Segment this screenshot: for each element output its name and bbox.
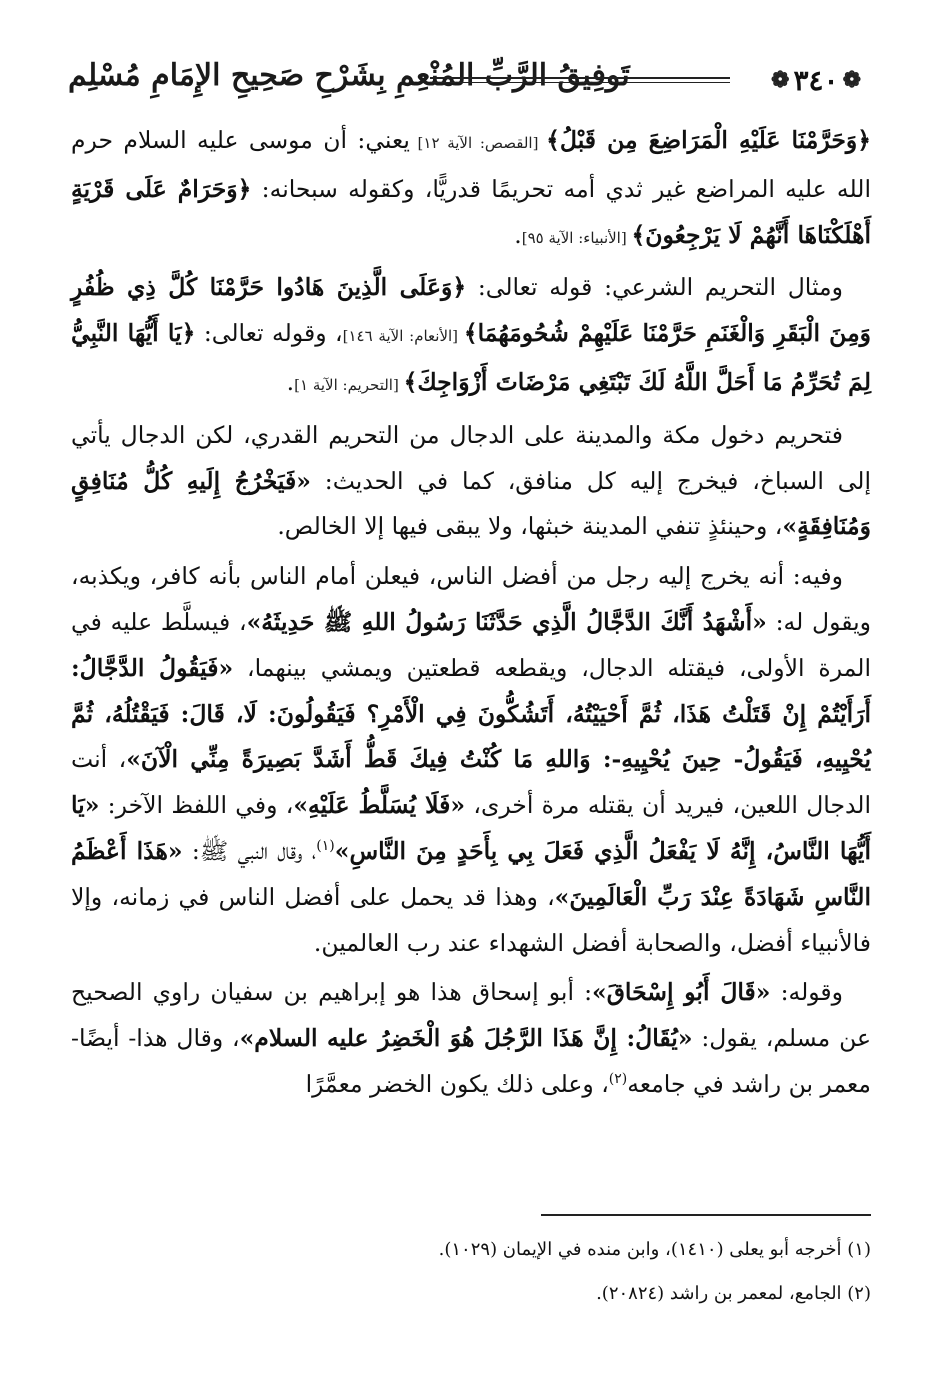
text-run: .: [286, 367, 295, 396]
text-run: .: [514, 220, 522, 249]
ornament-icon: ❁: [771, 67, 790, 93]
quran-verse: ﴿وَعَلَى الَّذِينَ هَادُوا حَرَّمْنَا كُلَّ ذِي ظُفُرٍ وَمِنَ الْبَقَرِ وَالْغَنَمِ حَرَّمْنَا عَلَيْهِمْ شُحُومَهُمَا﴾: [71, 273, 871, 348]
hadith-quote: «فَلَا يُسَلَّطُ عَلَيْهِ»: [293, 791, 466, 820]
quran-verse: ﴿يَا أَيُّهَا النَّبِيُّ لِمَ تُحَرِّمُ مَا أَحَلَّ اللَّهُ لَكَ تَبْتَغِي مَرْضَاتَ أَزْوَاجِكَ﴾: [71, 319, 871, 396]
footnote-2: (٢) الجامع، لمعمر بن راشد (٢٠٨٢٤).: [596, 1283, 871, 1304]
footnote-marker: (١): [316, 838, 335, 855]
text-run: فتحريم دخول مكة والمدينة على الدجال من التحريم القدري، لكن الدجال يأتي إلى السباخ، فيخرج إليه كل منافق، كما في الحديث:: [71, 420, 871, 495]
text-run: يعني: أن موسى عليه السلام حرم الله عليه المراضع غير ثدي أمه تحريمًا قدريًّا، وكقوله سبحانه:: [71, 126, 871, 203]
hadith-quote: «هَذَا أَعْظَمُ النَّاسِ شَهَادَةً عِنْدَ رَبِّ الْعَالَمِينَ»: [71, 836, 871, 911]
text-run: ، وهذا قد يحمل على أفضل الناس في زمانه، وإلا فالأنبياء أفضل، والصحابة أفضل الشهداء عند رب العالمين.: [71, 882, 871, 957]
paragraph: [71, 413, 871, 550]
footnote-separator: [541, 1214, 871, 1216]
text-run: ، وقوله تعالى:: [195, 319, 343, 348]
text-run: ومثال التحريم الشرعي: قوله تعالى:: [466, 273, 843, 302]
hadith-quote: «أَشْهَدُ أَنَّكَ الدَّجَّالُ الَّذِي حَدَّثَنَا رَسُولُ اللهِ ﷺ حَدِيثَهُ»: [246, 607, 767, 636]
page-number: ٣٤٠: [793, 63, 839, 97]
hadith-quote: «قَالَ أَبُو إِسْحَاقَ»: [592, 978, 771, 1007]
hadith-quote: «فَيَقُولُ الدَّجَّالُ: أَرَأَيْتُمْ إِنْ قَتَلْتُ هَذَا، ثُمَّ أَحْيَيْتُهُ، أَتَشُكُّونَ فِي الْأَمْرِ؟ فَيَقُولُونَ: لَا، قَالَ: فَيَقْتُلُهُ، ثُمَّ يُحْيِيهِ، فَيَقُولُ- حِينَ يُحْيِيهِ-: وَاللهِ مَا كُنْتُ فِيكَ قَطُّ أَشَدَّ بَصِيرَةً مِنِّي الْآنَ»: [71, 653, 871, 774]
text-run: ، وقال النبي ﷺ:: [182, 836, 317, 865]
main-text: [71, 118, 871, 1112]
footnote-marker: (٢): [608, 1071, 628, 1088]
hadith-quote: «يَا أَيُّهَا النَّاسُ، إِنَّهُ لَا يَفْعَلُ الَّذِي فَعَلَ بِي بِأَحَدٍ مِنَ النَّاسِ»: [71, 791, 871, 865]
text-run: ، فيسلَّط عليه في المرة الأولى، فيقتله الدجال، ويقطعه قطعتين ويمشي بينهما،: [71, 607, 871, 682]
text-run: ، وعلى ذلك يكون الخضر معمَّرًا: [305, 1069, 609, 1098]
paragraph: [71, 118, 871, 261]
page-header: [68, 52, 876, 108]
text-run: ، أنت الدجال اللعين، فيريد أن يقتله مرة أخرى،: [71, 745, 871, 820]
verse-reference: [التحريم: الآية ١]: [294, 375, 404, 394]
page-number-badge: [756, 58, 876, 102]
text-run: ، وفي اللفظ الآخر:: [99, 791, 294, 820]
paragraph: [71, 554, 871, 966]
text-run: ، وحينئذٍ تنفي المدينة خبثها، ولا يبقى فيها إلا الخالص.: [277, 512, 783, 541]
paragraph: [71, 970, 871, 1107]
text-run: وقوله:: [770, 978, 843, 1007]
hadith-quote: «يُقَالُ: إِنَّ هَذَا الرَّجُلَ هُوَ الْخَضِرُ عليه السلام»: [239, 1024, 693, 1053]
paragraph: [71, 265, 871, 408]
footnotes: [71, 1228, 871, 1316]
quran-verse: ﴿وَحَرَّمْنَا عَلَيْهِ الْمَرَاضِعَ مِن قَبْلُ﴾: [546, 126, 871, 154]
verse-reference: [الأنبياء: الآية ٩٥]: [521, 228, 632, 247]
verse-reference: [القصص: الآية ١٢]: [409, 134, 547, 152]
quran-verse: ﴿وَحَرَامٌ عَلَى قَرْيَةٍ أَهْلَكْنَاهَا أَنَّهُمْ لَا يَرْجِعُونَ﴾: [71, 174, 871, 249]
header-rule: [430, 77, 730, 83]
text-run: ، وقال هذا- أيضًا- معمر بن راشد في جامعه: [71, 1024, 871, 1098]
ornament-icon: ❁: [842, 67, 861, 93]
verse-reference: [الأنعام: الآية ١٤٦]: [342, 327, 464, 346]
text-run: : أبو إسحاق هذا هو إبراهيم بن سفيان راوي الصحيح عن مسلم، يقول:: [71, 978, 871, 1053]
footnote-1: (١) أخرجه أبو يعلى (١٤١٠)، وابن منده في الإيمان (١٠٢٩).: [438, 1239, 871, 1260]
text-run: وفيه: أنه يخرج إليه رجل من أفضل الناس، فيعلن أمام الناس بأنه كافر، ويكذبه، ويقول له:: [71, 562, 872, 636]
hadith-quote: «فَيَخْرُجُ إِلَيهِ كُلُّ مُنَافِقٍ وَمُنَافِقَةٍ»: [71, 466, 871, 541]
book-title: تَوفِيقُ الرَّبِّ المُنْعِمِ بِشَرْحِ صَحِيحِ الإِمَامِ مُسْلِم: [68, 58, 630, 93]
